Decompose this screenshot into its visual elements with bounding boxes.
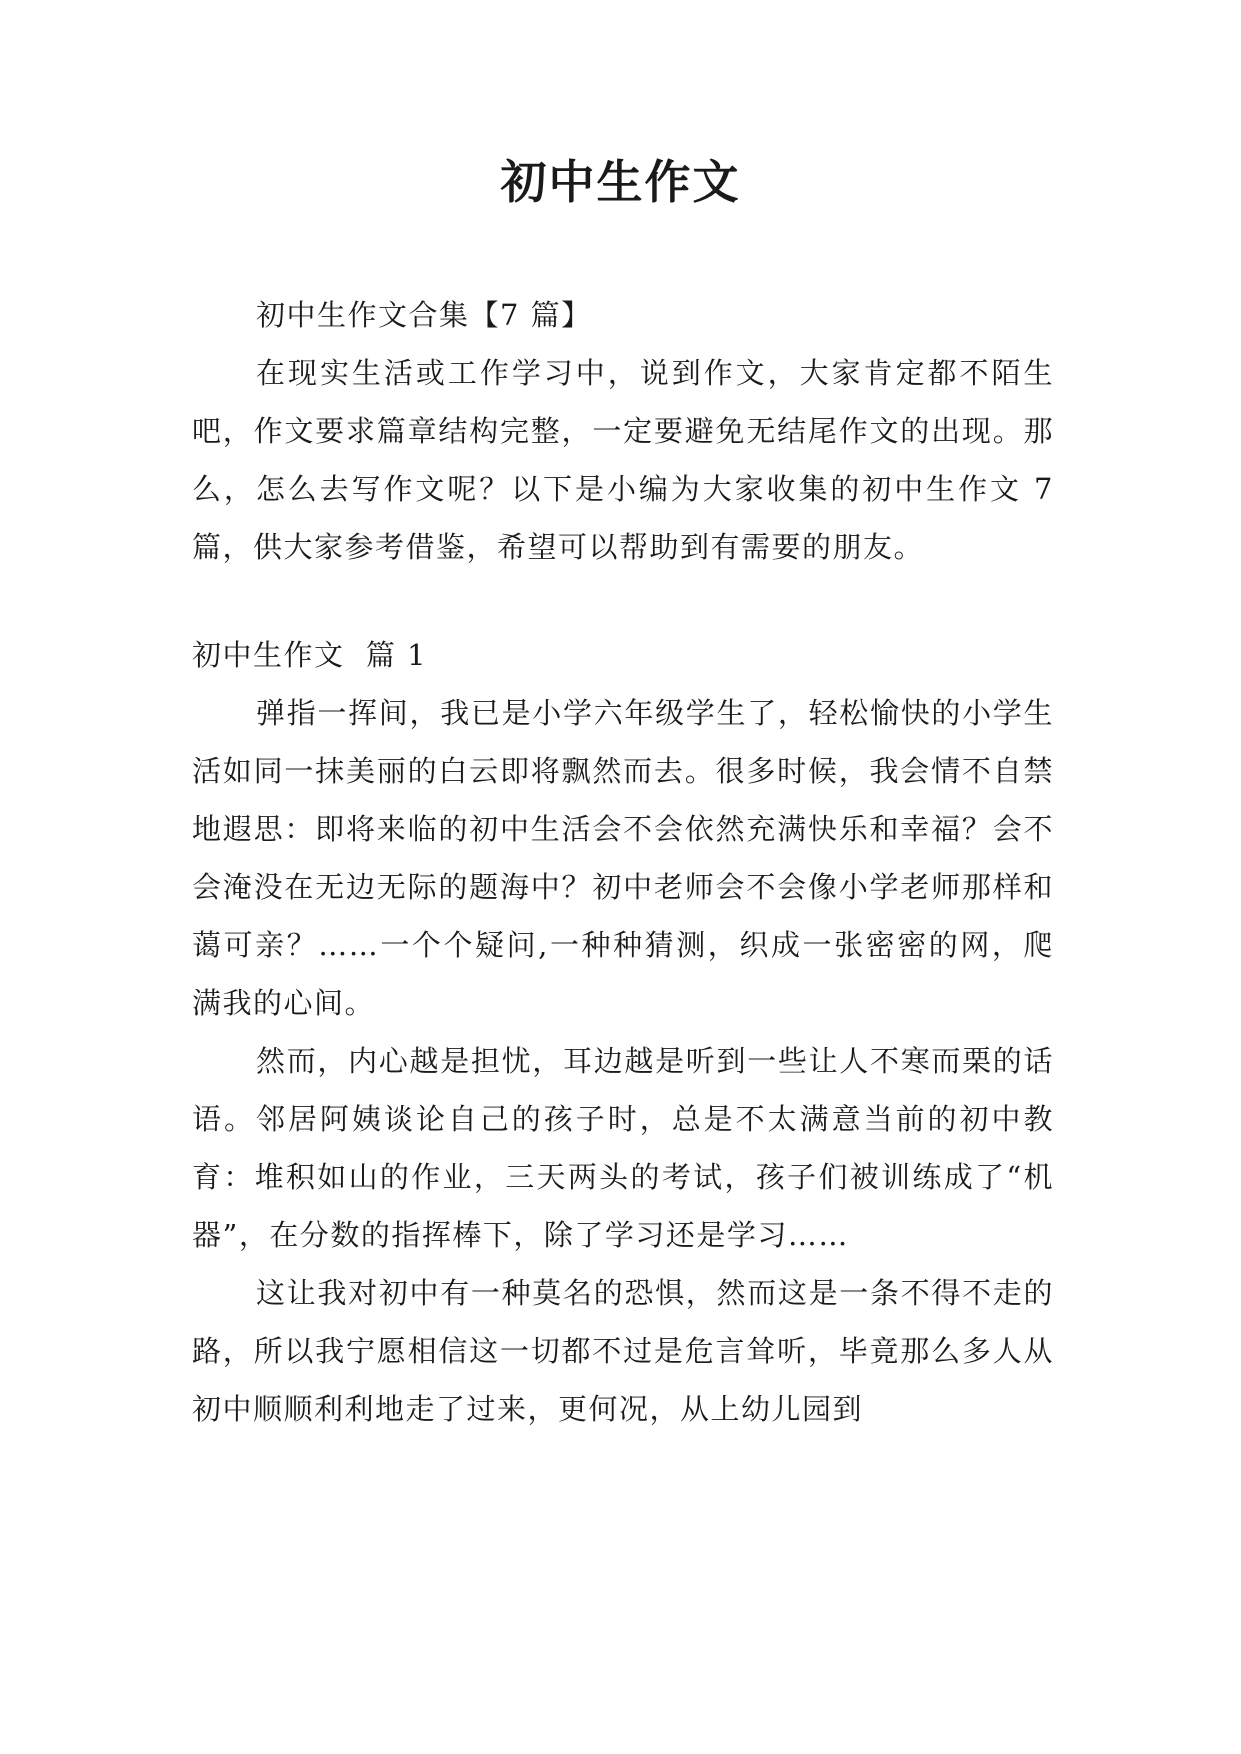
document-body — [192, 286, 1054, 1438]
essay-paragraph: 弹指一挥间，我已是小学六年级学生了，轻松愉快的小学生活如同一抹美丽的白云即将飘然而去。很多时候，我会情不自禁地遐思：即将来临的初中生活会不会依然充满快乐和幸福？会不会淹没在无边无际的题海中？初中老师会不会像小学老师那样和蔼可亲？……一个个疑问,一种种猜测，织成一张密密的网，爬满我的心间。 — [192, 696, 1054, 1020]
essay-paragraph: 然而，内心越是担忧，耳边越是听到一些让人不寒而栗的话语。邻居阿姨谈论自己的孩子时，总是不太满意当前的初中教育：堆积如山的作业，三天两头的考试，孩子们被训练成了“机器”，在分数的指挥棒下，除了学习还是学习…… — [192, 1044, 1054, 1252]
intro-paragraph: 在现实生活或工作学习中，说到作文，大家肯定都不陌生吧，作文要求篇章结构完整，一定要避免无结尾作文的出现。那么，怎么去写作文呢？以下是小编为大家收集的初中生作文 7 篇，供大家参考借鉴，希望可以帮助到有需要的朋友。 — [192, 356, 1054, 564]
essay-paragraph: 这让我对初中有一种莫名的恐惧，然而这是一条不得不走的路，所以我宁愿相信这一切都不过是危言耸听，毕竟那么多人从初中顺顺利利地走了过来，更何况，从上幼儿园到 — [192, 1276, 1054, 1426]
collection-subtitle: 初中生作文合集【7 篇】 — [256, 298, 592, 332]
section-heading: 初中生作文 篇 1 — [192, 638, 428, 672]
document-title: 初中生作文 — [500, 155, 741, 209]
